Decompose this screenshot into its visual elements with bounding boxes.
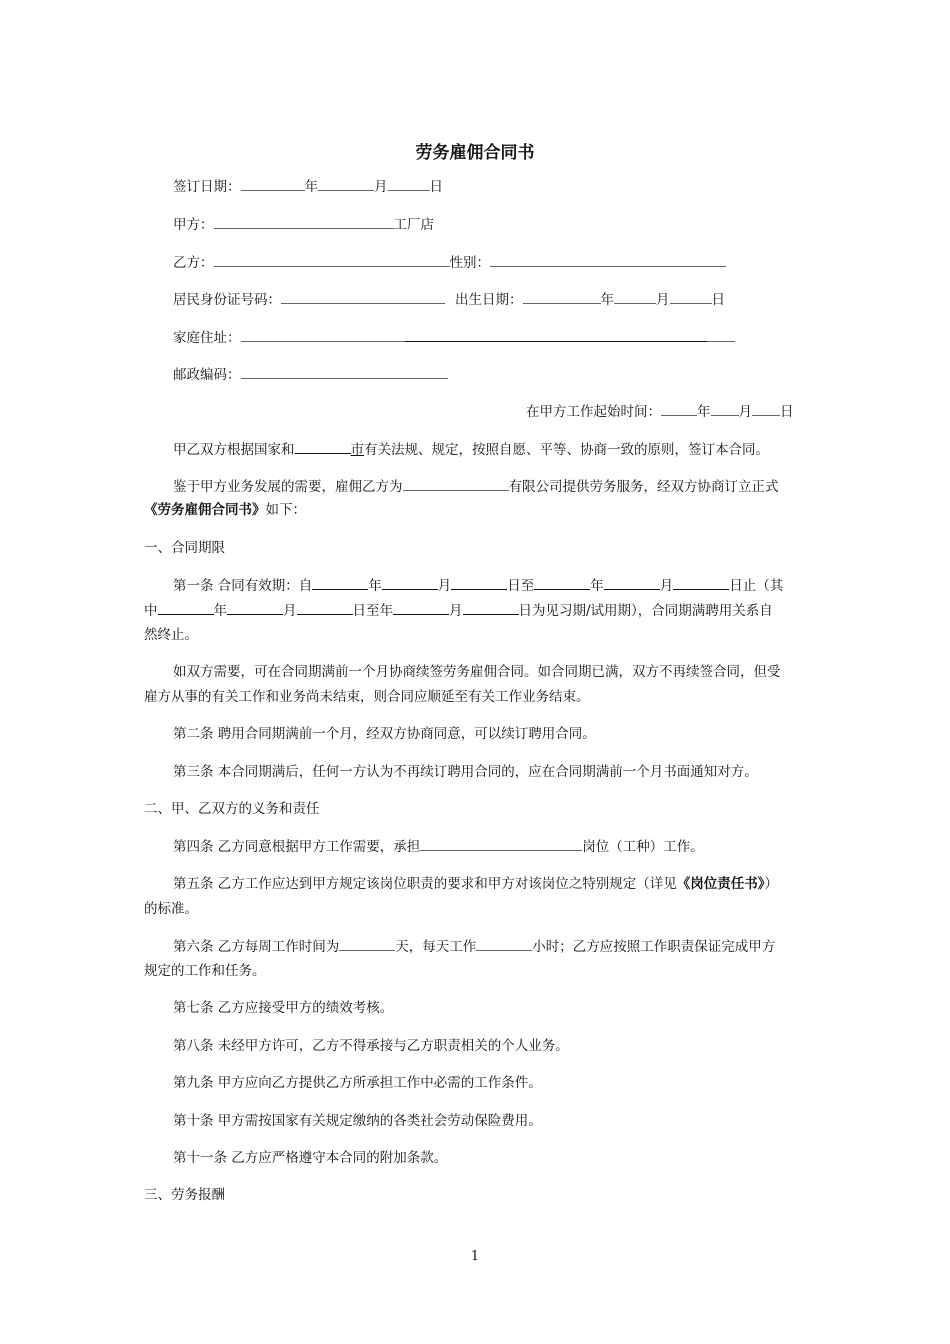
article-10: 第十条 甲方需按国家有关规定缴纳的各类社会劳动保险费用。 (173, 1113, 542, 1129)
city-label: 市 (350, 442, 364, 458)
article-7: 第七条 乙方应接受甲方的绩效考核。 (173, 1000, 394, 1016)
year-label: 年 (600, 292, 614, 308)
month-label: 月 (656, 292, 670, 308)
renewal-paragraph: 如双方需要，可在合同期满前一个月协商续签劳务雇佣合同。如合同期已满，双方不再续签合同，但受 (173, 664, 781, 680)
address-label: 家庭住址： (173, 330, 241, 346)
party-b-label: 乙方： (173, 255, 214, 271)
month-label: 月 (283, 603, 297, 619)
party-a-label: 甲方： (173, 217, 214, 233)
address-line (173, 327, 735, 348)
month-label: 月 (374, 179, 388, 195)
year-label: 年 (590, 578, 604, 594)
start-label: 在甲方工作起始时间： (526, 404, 661, 420)
page-number: 1 (470, 1249, 480, 1264)
article-4 (173, 836, 704, 857)
article-2: 第二条 聘用合同期满前一个月，经双方协商同意，可以续订聘用合同。 (173, 726, 596, 742)
intro-paragraph-2 (173, 476, 779, 497)
article-text: 日为见习期/试用期），合同期满聘用关系自 (518, 603, 773, 619)
article-text: 天，每天工作 (395, 939, 477, 955)
article-text: 第五条 乙方工作应达到甲方规定该岗位职责的要求和甲方对该岗位之特别规定（详见 (173, 876, 677, 892)
article-11: 第十一条 乙方应严格遵守本合同的附加条款。 (173, 1150, 448, 1166)
year-label: 年 (368, 578, 382, 594)
party-a-suffix: 工厂店 (393, 217, 434, 233)
article-text: 小时；乙方应按照工作职责保证完成甲方 (532, 939, 776, 955)
gender-label: 性别： (449, 255, 490, 271)
id-label: 居民身份证号码： (173, 292, 281, 308)
article-6-cont: 规定的工作和任务。 (144, 963, 266, 979)
article-1-end: 然终止。 (144, 627, 198, 643)
section-heading: 一、合同期限 (144, 540, 225, 556)
birth-label: 出生日期： (455, 292, 523, 308)
intro-text: 如下： (265, 502, 306, 518)
article-text: ） (764, 876, 779, 892)
intro-text: 甲乙双方根据国家和 (173, 442, 295, 458)
article-text: 第六条 乙方每周工作时间为 (173, 939, 340, 955)
intro-text: 有关法规、规定，按照自愿、平等、协商一致的原则，签订本合同。 (364, 442, 769, 458)
intro-paragraph-2-cont (144, 500, 306, 520)
article-8: 第八条 未经甲方许可，乙方不得承接与乙方职责相关的个人业务。 (173, 1038, 569, 1054)
postal-label: 邮政编码： (173, 367, 241, 383)
intro-text: 有限公司提供劳务服务，经双方协商订立正式 (508, 479, 779, 495)
renewal-paragraph-cont: 雇方从事的有关工作和业务尚未结束，则合同应顺延至有关工作业务结束。 (144, 689, 590, 705)
contract-name: 《劳务雇佣合同书》 (144, 502, 266, 518)
article-text: 第一条 合同有效期：自 (173, 578, 313, 594)
section-heading: 二、甲、乙双方的义务和责任 (144, 801, 320, 817)
postal-line (173, 364, 448, 385)
article-text: 中 (144, 603, 158, 619)
year-label: 年 (213, 603, 227, 619)
day-label: 日 (429, 179, 443, 195)
year-label: 年 (697, 404, 711, 420)
month-label: 月 (437, 578, 452, 594)
responsibility-doc-name: 《岗位责任书》 (676, 876, 765, 892)
intro-paragraph-1 (173, 439, 769, 460)
month-label: 月 (659, 578, 674, 594)
article-text: 日止（其 (729, 578, 784, 594)
start-time-line (526, 401, 794, 422)
article-9: 第九条 甲方应向乙方提供乙方所承担工作中必需的工作条件。 (173, 1075, 542, 1091)
day-label: 日 (780, 404, 794, 420)
article-6 (173, 936, 775, 957)
sign-date-label: 签订日期： (173, 179, 241, 195)
article-3: 第三条 本合同期满后，任何一方认为不再续订聘用合同的，应在合同期满前一个月书面通知对方。 (173, 764, 758, 780)
document-title: 劳务雇佣合同书 (415, 143, 535, 163)
article-text: 岗位（工种）工作。 (582, 839, 704, 855)
day-label: 日 (711, 292, 725, 308)
intro-text: 鉴于甲方业务发展的需要，雇佣乙方为 (173, 479, 403, 495)
sign-date-line (173, 176, 443, 197)
article-1 (173, 575, 783, 596)
article-text: 日至年 (352, 603, 393, 619)
article-5 (173, 874, 778, 894)
article-text: 第四条 乙方同意根据甲方工作需要，承担 (173, 839, 421, 855)
section-heading: 三、劳务报酬 (144, 1187, 225, 1203)
id-birth-line (173, 289, 725, 310)
month-label: 月 (738, 404, 752, 420)
year-label: 年 (304, 179, 318, 195)
article-text: 日至 (507, 578, 535, 594)
party-b-line (173, 252, 726, 273)
article-1-cont (144, 600, 773, 621)
article-5-cont: 的标准。 (144, 901, 198, 917)
month-label: 月 (449, 603, 463, 619)
party-a-line (173, 214, 434, 235)
